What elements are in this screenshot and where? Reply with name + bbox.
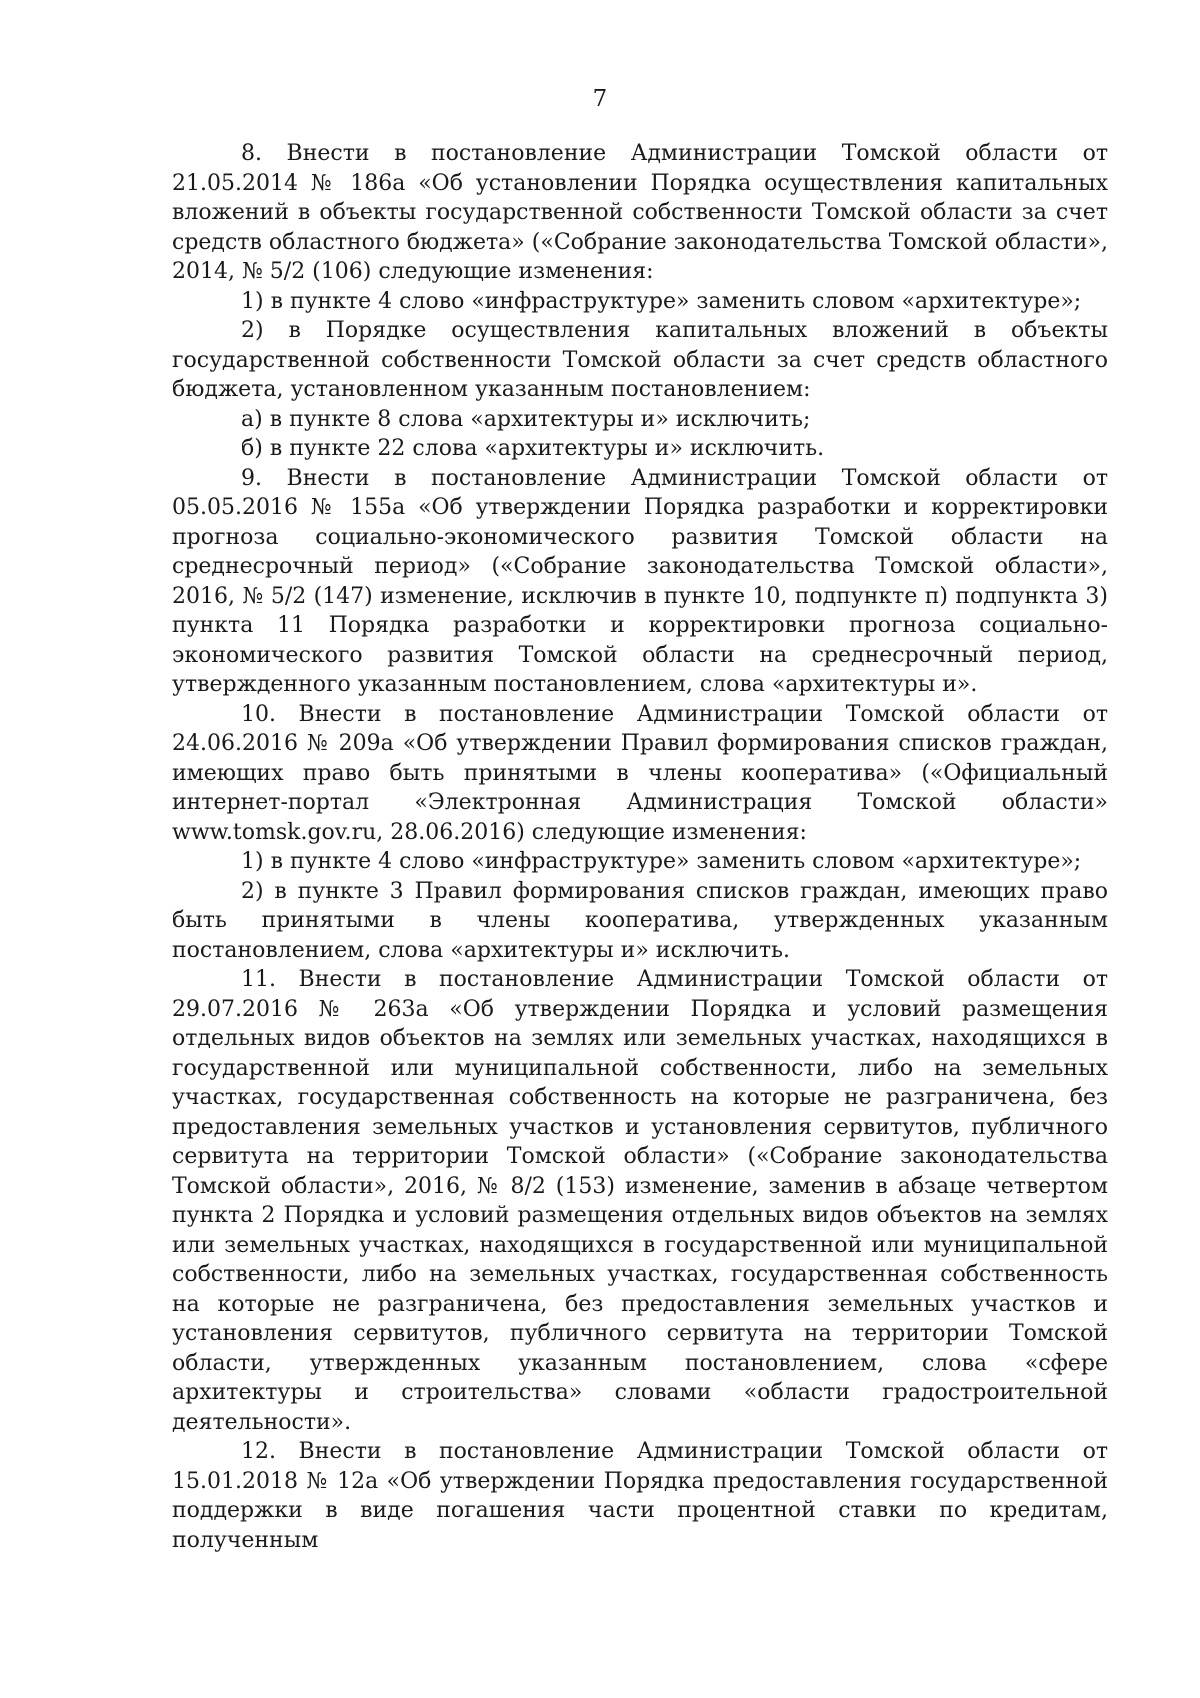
paragraph-item-8-sub-2: 2) в Порядке осуществления капитальных вложений в объекты государственной собственности Томской области за счет средств областного бюджета, установленном указанным постановлением: bbox=[172, 318, 1108, 402]
paragraph-item-8-sub-2a: а) в пункте 8 слова «архитектуры и» исключить; bbox=[241, 406, 811, 432]
paragraph-item-9: 9. Внести в постановление Администрации Томской области от 05.05.2016 № 155а «Об утверждении Порядка разработки и корректировки прогноза социально-экономического развития Томской области на среднесрочный период» («Собрание законодательства Томской области», 2016, № 5/2 (147) изменение, исключив в пункте 10, подпункте п) подпункта 3) пункта 11 Порядка разработки и корректировки прогноза социально-экономического развития Томской области на среднесрочный период, утвержденного указанным постановлением, слова «архитектуры и». bbox=[172, 465, 1108, 697]
paragraph-item-8-sub-2b: б) в пункте 22 слова «архитектуры и» исключить. bbox=[241, 436, 825, 461]
paragraph-item-12: 12. Внести в постановление Администрации Томской области от 15.01.2018 № 12а «Об утверждении Порядка предоставления государственной поддержки в виде погашения части процентной ставки по кредитам, полученным bbox=[172, 1439, 1108, 1553]
paragraph-item-10-sub-2: 2) в пункте 3 Правил формирования списков граждан, имеющих право быть принятыми в члены кооператива, утвержденных указанным постановлением, слова «архитектуры и» исключить. bbox=[172, 878, 1108, 963]
paragraph-item-10-sub-1: 1) в пункте 4 слово «инфраструктуре» заменить словом «архитектуре»; bbox=[241, 849, 1082, 874]
page-number: 7 bbox=[592, 86, 608, 112]
paragraph-item-11: 11. Внести в постановление Администрации Томской области от 29.07.2016 № 263а «Об утверждении Порядка и условий размещения отдельных видов объектов на землях или земельных участках, находящихся в государственной или муниципальной собственности, либо на земельных участках, государственная собственность на которые не разграничена, без предоставления земельных участков и установления сервитутов, публичного сервитута на территории Томской области» («Собрание законодательства Томской области», 2016, № 8/2 (153) изменение, заменив в абзаце четвертом пункта 2 Порядка и условий размещения отдельных видов объектов на землях или земельных участках, находящихся в государственной или муниципальной собственности, либо на земельных участках, государственная собственность на которые не разграничена, без предоставления земельных участков и установления сервитутов, публичного сервитута на территории Томской области, утвержденных указанным постановлением, слова «сфере архитектуры и строительства» словами «области градостроительной деятельности». bbox=[172, 967, 1108, 1435]
paragraph-item-8: 8. Внести в постановление Администрации Томской области от 21.05.2014 № 186а «Об установлении Порядка осуществления капитальных вложений в объекты государственной собственности Томской области за счет средств областного бюджета» («Собрание законодательства Томской области», 2014, № 5/2 (106) следующие изменения: bbox=[172, 141, 1108, 284]
paragraph-item-10: 10. Внести в постановление Администрации Томской области от 24.06.2016 № 209а «Об утверждении Правил формирования списков граждан, имеющих право быть принятыми в члены кооператива» («Официальный интернет-портал «Электронная Администрация Томской области» www.tomsk.gov.ru, 28.06.2016) следующие изменения: bbox=[172, 701, 1108, 845]
paragraph-item-8-sub-1: 1) в пункте 4 слово «инфраструктуре» заменить словом «архитектуре»; bbox=[241, 288, 1082, 314]
document-body bbox=[172, 139, 1108, 1555]
